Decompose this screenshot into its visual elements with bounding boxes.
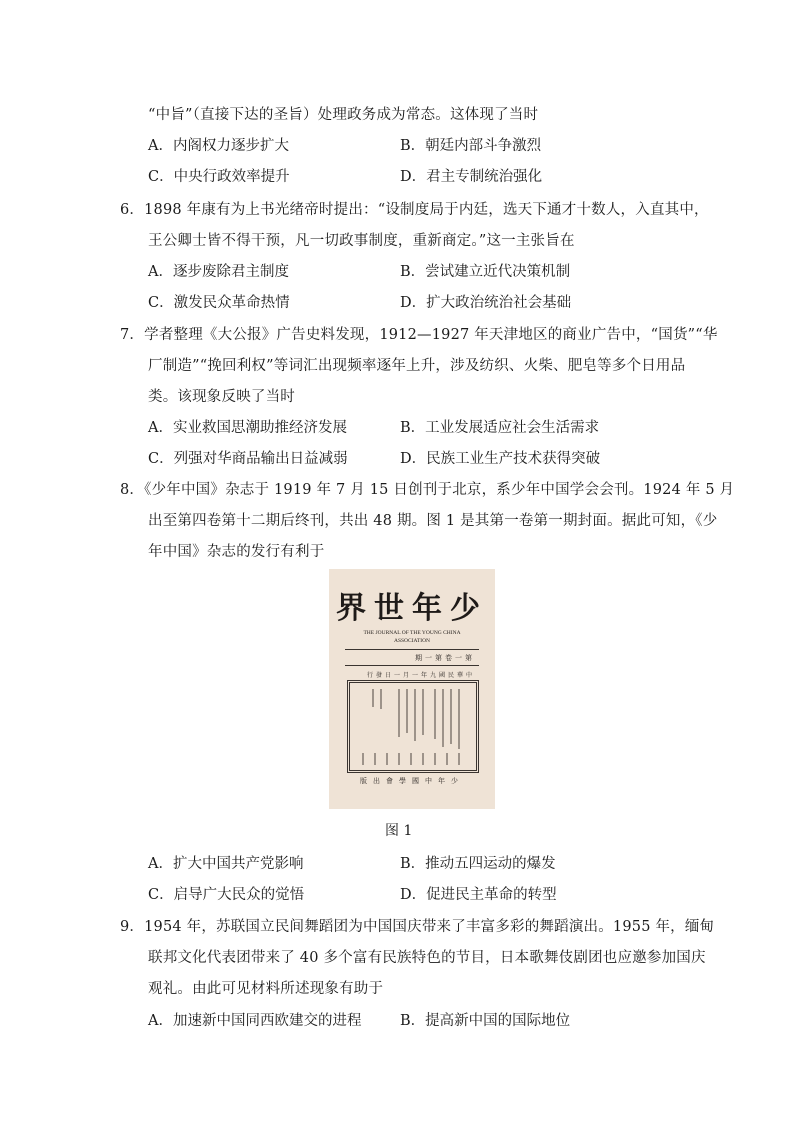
cover-publish-date: 中華民國九年一月一日發行 bbox=[366, 672, 475, 679]
q5-option-c[interactable]: C．中央行政效率提升 bbox=[148, 169, 290, 185]
q8-stem-line1: 8．《少年中国》杂志于 1919 年 7 月 15 日创刊于北京，系少年中国学会会刊。1924 年 5 月 bbox=[120, 482, 735, 498]
q6-stem-line1: 6．1898 年康有为上书光绪帝时提出：“设制度局于内廷，选天下通才十数人，入直其中， bbox=[120, 202, 709, 218]
cover-divider bbox=[345, 665, 479, 666]
toc-author bbox=[374, 753, 376, 765]
q8-option-a[interactable]: A．扩大中国共产党影响 bbox=[148, 856, 304, 872]
cover-english-title-line2: ASSOCIATION bbox=[393, 638, 431, 644]
q9-stem-line3: 观礼。由此可见材料所述现象有助于 bbox=[148, 981, 384, 997]
magazine-cover-figure bbox=[329, 569, 495, 809]
q7-stem-line2: 厂制造”“挽回利权”等词汇出现频率逐年上升，涉及纺织、火柴、肥皂等多个日用品 bbox=[148, 358, 686, 374]
toc-author bbox=[386, 753, 388, 765]
q5-option-b[interactable]: B．朝廷内部斗争激烈 bbox=[400, 138, 542, 154]
cover-divider bbox=[345, 649, 479, 650]
toc-author bbox=[362, 753, 364, 765]
cover-publisher: 少年中國學會出版 bbox=[360, 777, 464, 785]
toc-column bbox=[450, 689, 452, 744]
q8-stem-line2: 出至第四卷第十二期后终刊，共出 48 期。图 1 是其第一卷第一期封面。据此可知，《少 bbox=[148, 513, 718, 529]
q7-option-b[interactable]: B．工业发展适应社会生活需求 bbox=[400, 420, 600, 436]
cover-title: 少年世界 bbox=[336, 591, 488, 626]
cover-table-of-contents-box bbox=[349, 682, 477, 771]
toc-author bbox=[434, 753, 436, 765]
q6-option-c[interactable]: C．激发民众革命热情 bbox=[148, 295, 290, 311]
q6-option-d[interactable]: D．扩大政治统治社会基础 bbox=[400, 295, 572, 311]
toc-column bbox=[398, 689, 400, 737]
toc-author bbox=[398, 753, 400, 765]
q8-stem-line3: 年中国》杂志的发行有利于 bbox=[148, 544, 325, 560]
q6-option-b[interactable]: B．尝试建立近代决策机制 bbox=[400, 264, 571, 280]
q9-stem-line2: 联邦文化代表团带来了 40 多个富有民族特色的节目，日本歌舞伎剧团也应邀参加国庆 bbox=[148, 950, 706, 966]
q9-stem-line1: 9．1954 年，苏联国立民间舞蹈团为中国国庆带来了丰富多彩的舞蹈演出。1955 年，缅甸 bbox=[120, 919, 715, 935]
q5-option-d[interactable]: D．君主专制统治强化 bbox=[400, 169, 543, 185]
toc-column bbox=[380, 689, 382, 709]
q7-stem-line1: 7．学者整理《大公报》广告史料发现，1912—1927 年天津地区的商业广告中，“国货”“华 bbox=[120, 327, 718, 343]
toc-column bbox=[414, 689, 416, 741]
q7-option-c[interactable]: C．列强对华商品输出日益减弱 bbox=[148, 451, 348, 467]
q7-stem-line3: 类。该现象反映了当时 bbox=[148, 389, 295, 405]
toc-column bbox=[422, 689, 424, 735]
toc-author bbox=[446, 753, 448, 765]
toc-column bbox=[372, 689, 374, 707]
cover-english-title-line1: THE JOURNAL OF THE YOUNG CHINA bbox=[363, 630, 461, 636]
q9-option-a[interactable]: A．加速新中国同西欧建交的进程 bbox=[148, 1013, 362, 1029]
q6-option-a[interactable]: A．逐步废除君主制度 bbox=[148, 264, 289, 280]
q8-option-b[interactable]: B．推动五四运动的爆发 bbox=[400, 856, 556, 872]
toc-column bbox=[442, 689, 444, 747]
q8-option-d[interactable]: D．促进民主革命的转型 bbox=[400, 887, 557, 903]
q6-stem-line2: 王公卿士皆不得干预，凡一切政事制度，重新商定。”这一主张旨在 bbox=[148, 233, 575, 249]
cover-issue-number: 第一卷第一期 bbox=[415, 654, 475, 662]
figure-caption: 图 1 bbox=[385, 823, 413, 839]
toc-author bbox=[458, 753, 460, 765]
q5-stem-continuation: “中旨”（直接下达的圣旨）处理政务成为常态。这体现了当时 bbox=[148, 107, 539, 123]
q9-option-b[interactable]: B．提高新中国的国际地位 bbox=[400, 1013, 571, 1029]
toc-column bbox=[434, 689, 436, 739]
q8-option-c[interactable]: C．启导广大民众的觉悟 bbox=[148, 887, 305, 903]
q7-option-a[interactable]: A．实业救国思潮助推经济发展 bbox=[148, 420, 347, 436]
q7-option-d[interactable]: D．民族工业生产技术获得突破 bbox=[400, 451, 601, 467]
toc-column bbox=[458, 689, 460, 749]
toc-column bbox=[406, 689, 408, 733]
toc-author bbox=[422, 753, 424, 765]
toc-author bbox=[410, 753, 412, 765]
q5-option-a[interactable]: A．内阁权力逐步扩大 bbox=[148, 138, 289, 154]
